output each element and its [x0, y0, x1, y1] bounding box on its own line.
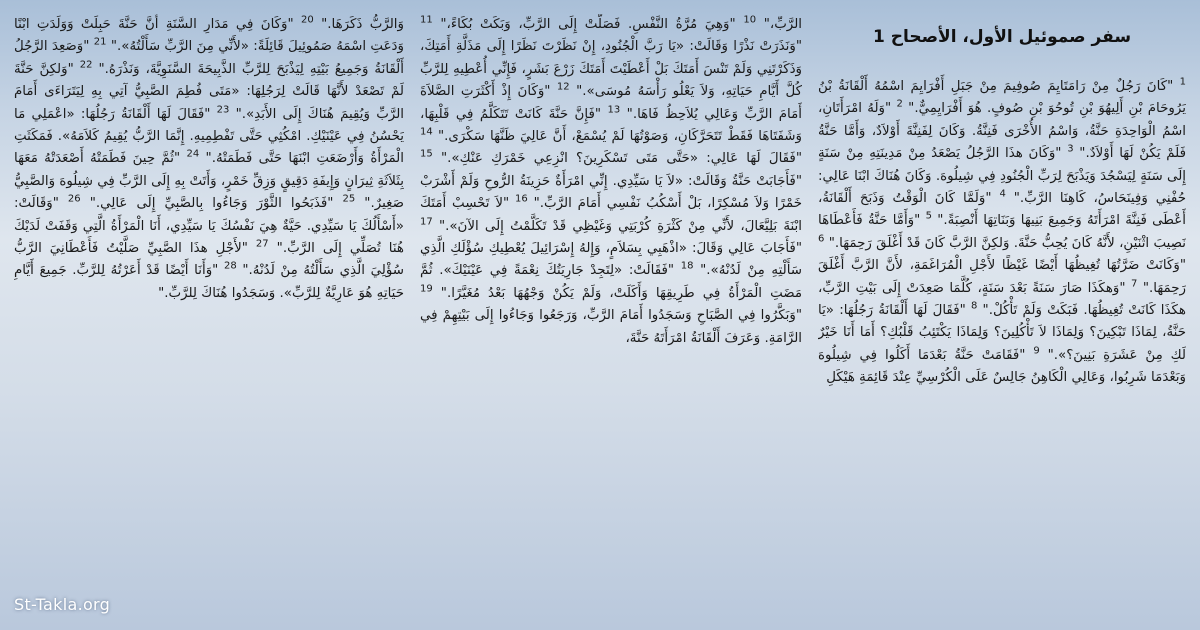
verse-text: "لاَ تَحْسِبْ أَمَتَكَ ابْنَةَ بَلِيَّعَالَ، لأَنِّي مِنْ كَثْرَةِ كُرْبَتِي وَغَيْظِي قَدْ تَكَلَّمْتُ إِلَى الآنَ»." [420, 196, 802, 234]
verse-number: 28 [223, 261, 237, 272]
verse-number: 16 [515, 193, 528, 205]
verse-text: "فَقَالَتْ: «لِتَجِدْ جَارِيَتُكَ نِعْمَةً فِي عَيْنَيْكَ». ثُمَّ مَضَتِ الْمَرْأَةُ فِي طَرِيقِهَا وَأَكَلَتْ، وَلَمْ يَكُنْ وَجْهُهَا بَعْدُ مُغَيَّرًا." [420, 263, 802, 301]
verse-number: 1 [1179, 76, 1186, 88]
verse-number: 23 [216, 104, 230, 116]
verse-text: "وَكَانَ إِذْ أَكْثَرَتِ الصَّلاَةَ أَمَامَ الرَّبِّ وَعَالِي يُلاَحِظُ فَاهَا." [420, 84, 802, 122]
verse-text: "فَأَجَابَ عَالِي وَقَالَ: «اذْهَبِي بِسَلاَمٍ، وَإِلهُ إِسْرَائِيلَ يُعْطِيكِ سُؤْلَكِ الَّذِي سَأَلْتِهِ مِنْ لَدُنْهُ»." [420, 241, 802, 279]
verse-text: "فَإِنَّ حَنَّةَ كَانَتْ تَتَكَلَّمُ فِي قَلْبِهَا، وَشَفَتَاهَا فَقَطْ تَتَحَرَّكَانِ، وَصَوْتُهَا لَمْ يُسْمَعْ، أَنَّ عَالِيَ ظَنَّهَا سَكْرَى." [420, 106, 802, 145]
verse-number: 9 [1033, 345, 1040, 357]
verse-text: "وَلكِنَّ حَنَّةَ لَمْ تَصْعَدْ لأَنَّهَا قَالَتْ لِرَجُلِهَا: «مَتَى فُطِمَ الصَّبِيُّ آتِي بِهِ لِيَتَرَاءَى أَمَامَ الرَّبِّ وَيُقِيمَ هُنَاكَ إِلَى الأَبَدِ»." [14, 61, 404, 122]
verse-text: "وَلَمَّا كَانَ الْوَقْتُ وَذَبَحَ أَلْقَانَةُ، أَعْطَى فَنِنَّةَ امْرَأَتَهُ وَجَمِيعَ بَنِيهَا وَبَنَاتِهَا أَنْصِبَةً." [818, 191, 1186, 229]
site-watermark: St-Takla.org [14, 595, 111, 614]
verse-text: "ثُمَّ حِينَ فَطَمَتْهُ أَصْعَدَتْهُ مَعَهَا بِثَلاَثَةِ ثِيرَانٍ وَإِيفَةِ دَقِيقٍ وَزِقِّ خَمْرٍ، وَأَتَتْ بِهِ إِلَى الرَّبِّ فِي شِيلُوهَ وَالصَّبِيُّ صَغِيرٌ." [14, 151, 404, 212]
verse-text: "وَكَانَ فِي مَدَارِ السَّنَةِ أَنَّ حَنَّةَ حَبِلَتْ وَوَلَدَتِ ابْنًا وَدَعَتِ اسْمَهُ صَمُوئِيلَ قَائِلَةً: «لأَنِّي مِنَ الرَّبِّ سَأَلْتُهُ»." [14, 17, 404, 55]
verse-text: "وَلَهُ امْرَأَتَانِ، اسْمُ الْوَاحِدَةِ حَنَّةُ، وَاسْمُ الأُخْرَى فَنِنَّةُ. وَكَانَ لِفَنِنَّةَ أَوْلاَدٌ، وَأَمَّا حَنَّةُ فَلَمْ يَكُنْ لَهَا أَوْلاَدٌ." [818, 101, 1186, 162]
verses-right [818, 76, 1186, 386]
verse-text: "فَذَبَحُوا الثَّوْرَ وَجَاءُوا بِالصَّبِيِّ إِلَى عَالِي." [89, 196, 334, 212]
verse-text: "كَانَ رَجُلٌ مِنْ رَامَتَايِمَ صُوفِيمَ مِنْ جَبَلِ أَفْرَايِمَ اسْمُهُ أَلْقَانَةُ بْنُ يَرُوحَامَ بْنِ أَلِيهُوَ بْنِ تُوحُوَ بْنِ صُوفٍ. هُوَ أَفْرَايِمِيٌّ." [818, 79, 1186, 117]
text-column-left [14, 14, 404, 614]
verse-text: وَالرَّبُّ ذَكَرَهَا." [321, 17, 404, 32]
verse-number: 18 [680, 261, 694, 272]
verse-number: 27 [255, 238, 269, 250]
verse-text: "فَقَالَ لَهَا عَالِي: «حَتَّى مَتَى تَسْكَرِينَ؟ انْزِعِي خَمْرَكِ عَنْكِ»." [440, 151, 802, 167]
verse-text: "فَأَجَابَتْ حَنَّةُ وَقَالَتْ: «لاَ يَا سَيِّدِي. إِنِّي امْرَأَةٌ حَزِينَةُ الرُّوحِ وَلَمْ أَشْرَبْ خَمْرًا وَلاَ مُسْكِرًا، بَلْ أَسْكُبُ نَفْسِي أَمَامَ الرَّبِّ." [420, 173, 802, 212]
verse-number: 21 [93, 36, 107, 48]
verse-number: 13 [607, 104, 621, 116]
verse-text: "وَنَذَرَتْ نَذْرًا وَقَالَتْ: «يَا رَبَّ الْجُنُودِ، إِنْ نَظَرْتَ نَظَرًا إِلَى مَذَلَّةِ أَمَتِكَ، وَذَكَرْتَنِي وَلَمْ تَنْسَ أَمَتَكَ بَلْ أَعْطَيْتَ أَمَتَكَ زَرْعَ بَشَرٍ، فَإِنِّي أُعْطِيهِ لِلرَّبِّ كُلَّ أَيَّامِ حَيَاتِهِ، وَلاَ يَعْلُو رَأْسَهُ مُوسَى»." [420, 39, 802, 100]
verse-number: 3 [1067, 143, 1074, 155]
verse-number: 14 [420, 126, 433, 138]
verses-left [14, 14, 404, 301]
verse-number: 7 [1131, 278, 1138, 290]
verse-number: 5 [925, 210, 932, 222]
verse-text: "فَقَالَ لَهَا أَلْقَانَةُ رَجُلُهَا: «يَا حَنَّةُ، لِمَاذَا تَبْكِينَ؟ وَلِمَاذَا لاَ تَأْكُلِينَ؟ وَلِمَاذَا يَكْتَئِبُ قَلْبُكِ؟ أَمَا أَنَا خَيْرٌ لَكِ مِنْ عَشَرَةِ بَنِينَ؟»." [818, 303, 1186, 363]
verse-number: 10 [743, 14, 757, 26]
verse-text: "وَأَنَا أَيْضًا قَدْ أَعَرْتُهُ لِلرَّبِّ. جَمِيعَ أَيَّامِ حَيَاتِهِ هُوَ عَارِيَّةٌ لِلرَّبِّ». وَسَجَدُوا هُنَاكَ لِلرَّبِّ." [14, 263, 404, 301]
verse-number: 25 [342, 193, 356, 205]
verse-number: 26 [67, 193, 81, 205]
verse-number: 15 [420, 148, 433, 160]
verse-number: 11 [420, 14, 433, 26]
verse-text: "لأَجْلِ هذَا الصَّبِيِّ صَلَّيْتُ فَأَعْطَانِيَ الرَّبُّ سُؤْلِيَ الَّذِي سَأَلْتُهُ مِنْ لَدُنْهُ." [14, 241, 404, 279]
verse-number: 4 [999, 188, 1006, 200]
verse-text: "وَقَالَتْ: «أَسْأَلُكَ يَا سَيِّدِي. حَيَّةٌ هِيَ نَفْسُكَ يَا سَيِّدِي، أَنَا الْمَرْأَةُ الَّتِي وَقَفَتْ لَدَيْكَ هُنَا تُصَلِّي إِلَى الرَّبِّ." [14, 196, 404, 257]
verse-number: 12 [556, 81, 570, 93]
verse-text: "وَكَانَتْ ضَرَّتُهَا تُغِيظُهَا أَيْضًا غَيْظًا لأَجْلِ الْمُرَاغَمَةِ، لأَنَّ الرَّبَّ أَغْلَقَ رَحِمَهَا." [818, 258, 1186, 296]
verse-text: الرَّبِّ،" [763, 17, 802, 32]
verse-number: 2 [896, 98, 903, 110]
verses-middle [420, 14, 802, 346]
verse-text: "فَقَالَ لَهَا أَلْقَانَةُ رَجُلُهَا: «اعْمَلِي مَا يَحْسُنُ فِي عَيْنَيْكِ. امْكُثِي حَتَّى تَفْطِمِيهِ. إِنَّمَا الرَّبُّ يُقِيمُ كَلاَمَهُ». فَمَكَثَتِ الْمَرْأَةُ وَأَرْضَعَتِ ابْنَهَا حَتَّى فَطَمَتْهُ." [14, 106, 404, 167]
page-title: سفر صموئيل الأول، الأصحاح 1 [872, 27, 1132, 47]
verse-number: 17 [420, 216, 433, 228]
verse-text: "وَصَعِدَ الرَّجُلُ أَلْقَانَةُ وَجَمِيعُ بَيْتِهِ لِيَذْبَحَ لِلرَّبِّ الذَّبِيحَةَ السَّنَوِيَّةَ، وَنَذْرَهُ." [14, 39, 404, 77]
verse-number: 19 [420, 283, 433, 295]
verse-text: "فَقَامَتْ حَنَّةُ بَعْدَمَا أَكَلُوا فِي شِيلُوهَ وَبَعْدَمَا شَرِبُوا، وَعَالِي الْكَاهِنُ جَالِسٌ عَلَى الْكُرْسِيِّ عِنْدَ قَائِمَةِ هَيْكَلِ [818, 347, 1186, 386]
verse-number: 22 [79, 59, 93, 71]
verse-number: 24 [186, 148, 200, 160]
verse-number: 20 [301, 14, 314, 26]
verse-number: 8 [970, 300, 978, 312]
verse-number: 6 [818, 233, 825, 245]
verse-text: "وَبَكَّرُوا فِي الصَّبَاحِ وَسَجَدُوا أَمَامَ الرَّبِّ، وَرَجَعُوا وَجَاءُوا إِلَى بَيْتِهِمْ فِي الرَّامَةِ. وَعَرَفَ أَلْقَانَةُ امْرَأَتَهُ حَنَّةَ، [420, 308, 802, 346]
verse-text: "وَكَانَ هذَا الرَّجُلُ يَصْعَدُ مِنْ مَدِينَتِهِ مِنْ سَنَةٍ إِلَى سَنَةٍ لِيَسْجُدَ وَيَذْبَحَ لِرَبِّ الْجُنُودِ فِي شِيلُوهَ. وَكَانَ هُنَاكَ ابْنَا عَالِي: حُفْنِي وَفِينَحَاسُ، كَاهِنَا الرَّبِّ." [818, 146, 1186, 207]
text-column-right [818, 14, 1186, 614]
verse-text: "وَأَمَّا حَنَّةُ فَأَعْطَاهَا نَصِيبَ اثْنَيْنِ، لأَنَّهُ كَانَ يُحِبُّ حَنَّةَ. وَلكِنَّ الرَّبَّ كَانَ قَدْ أَغْلَقَ رَحِمَهَا." [818, 213, 1186, 251]
verse-text: "وَهكَذَا صَارَ سَنَةً بَعْدَ سَنَةٍ، كُلَّمَا صَعِدَتْ إِلَى بَيْتِ الرَّبِّ، هكَذَا كَانَتْ تُغِيظُهَا. فَبَكَتْ وَلَمْ تَأْكُلْ." [818, 280, 1186, 319]
verse-text: "وَهِيَ مُرَّةُ النَّفْسِ. فَصَلَّتْ إِلَى الرَّبِّ، وَبَكَتْ بُكَاءً،" [440, 17, 736, 32]
text-column-middle [420, 14, 802, 614]
